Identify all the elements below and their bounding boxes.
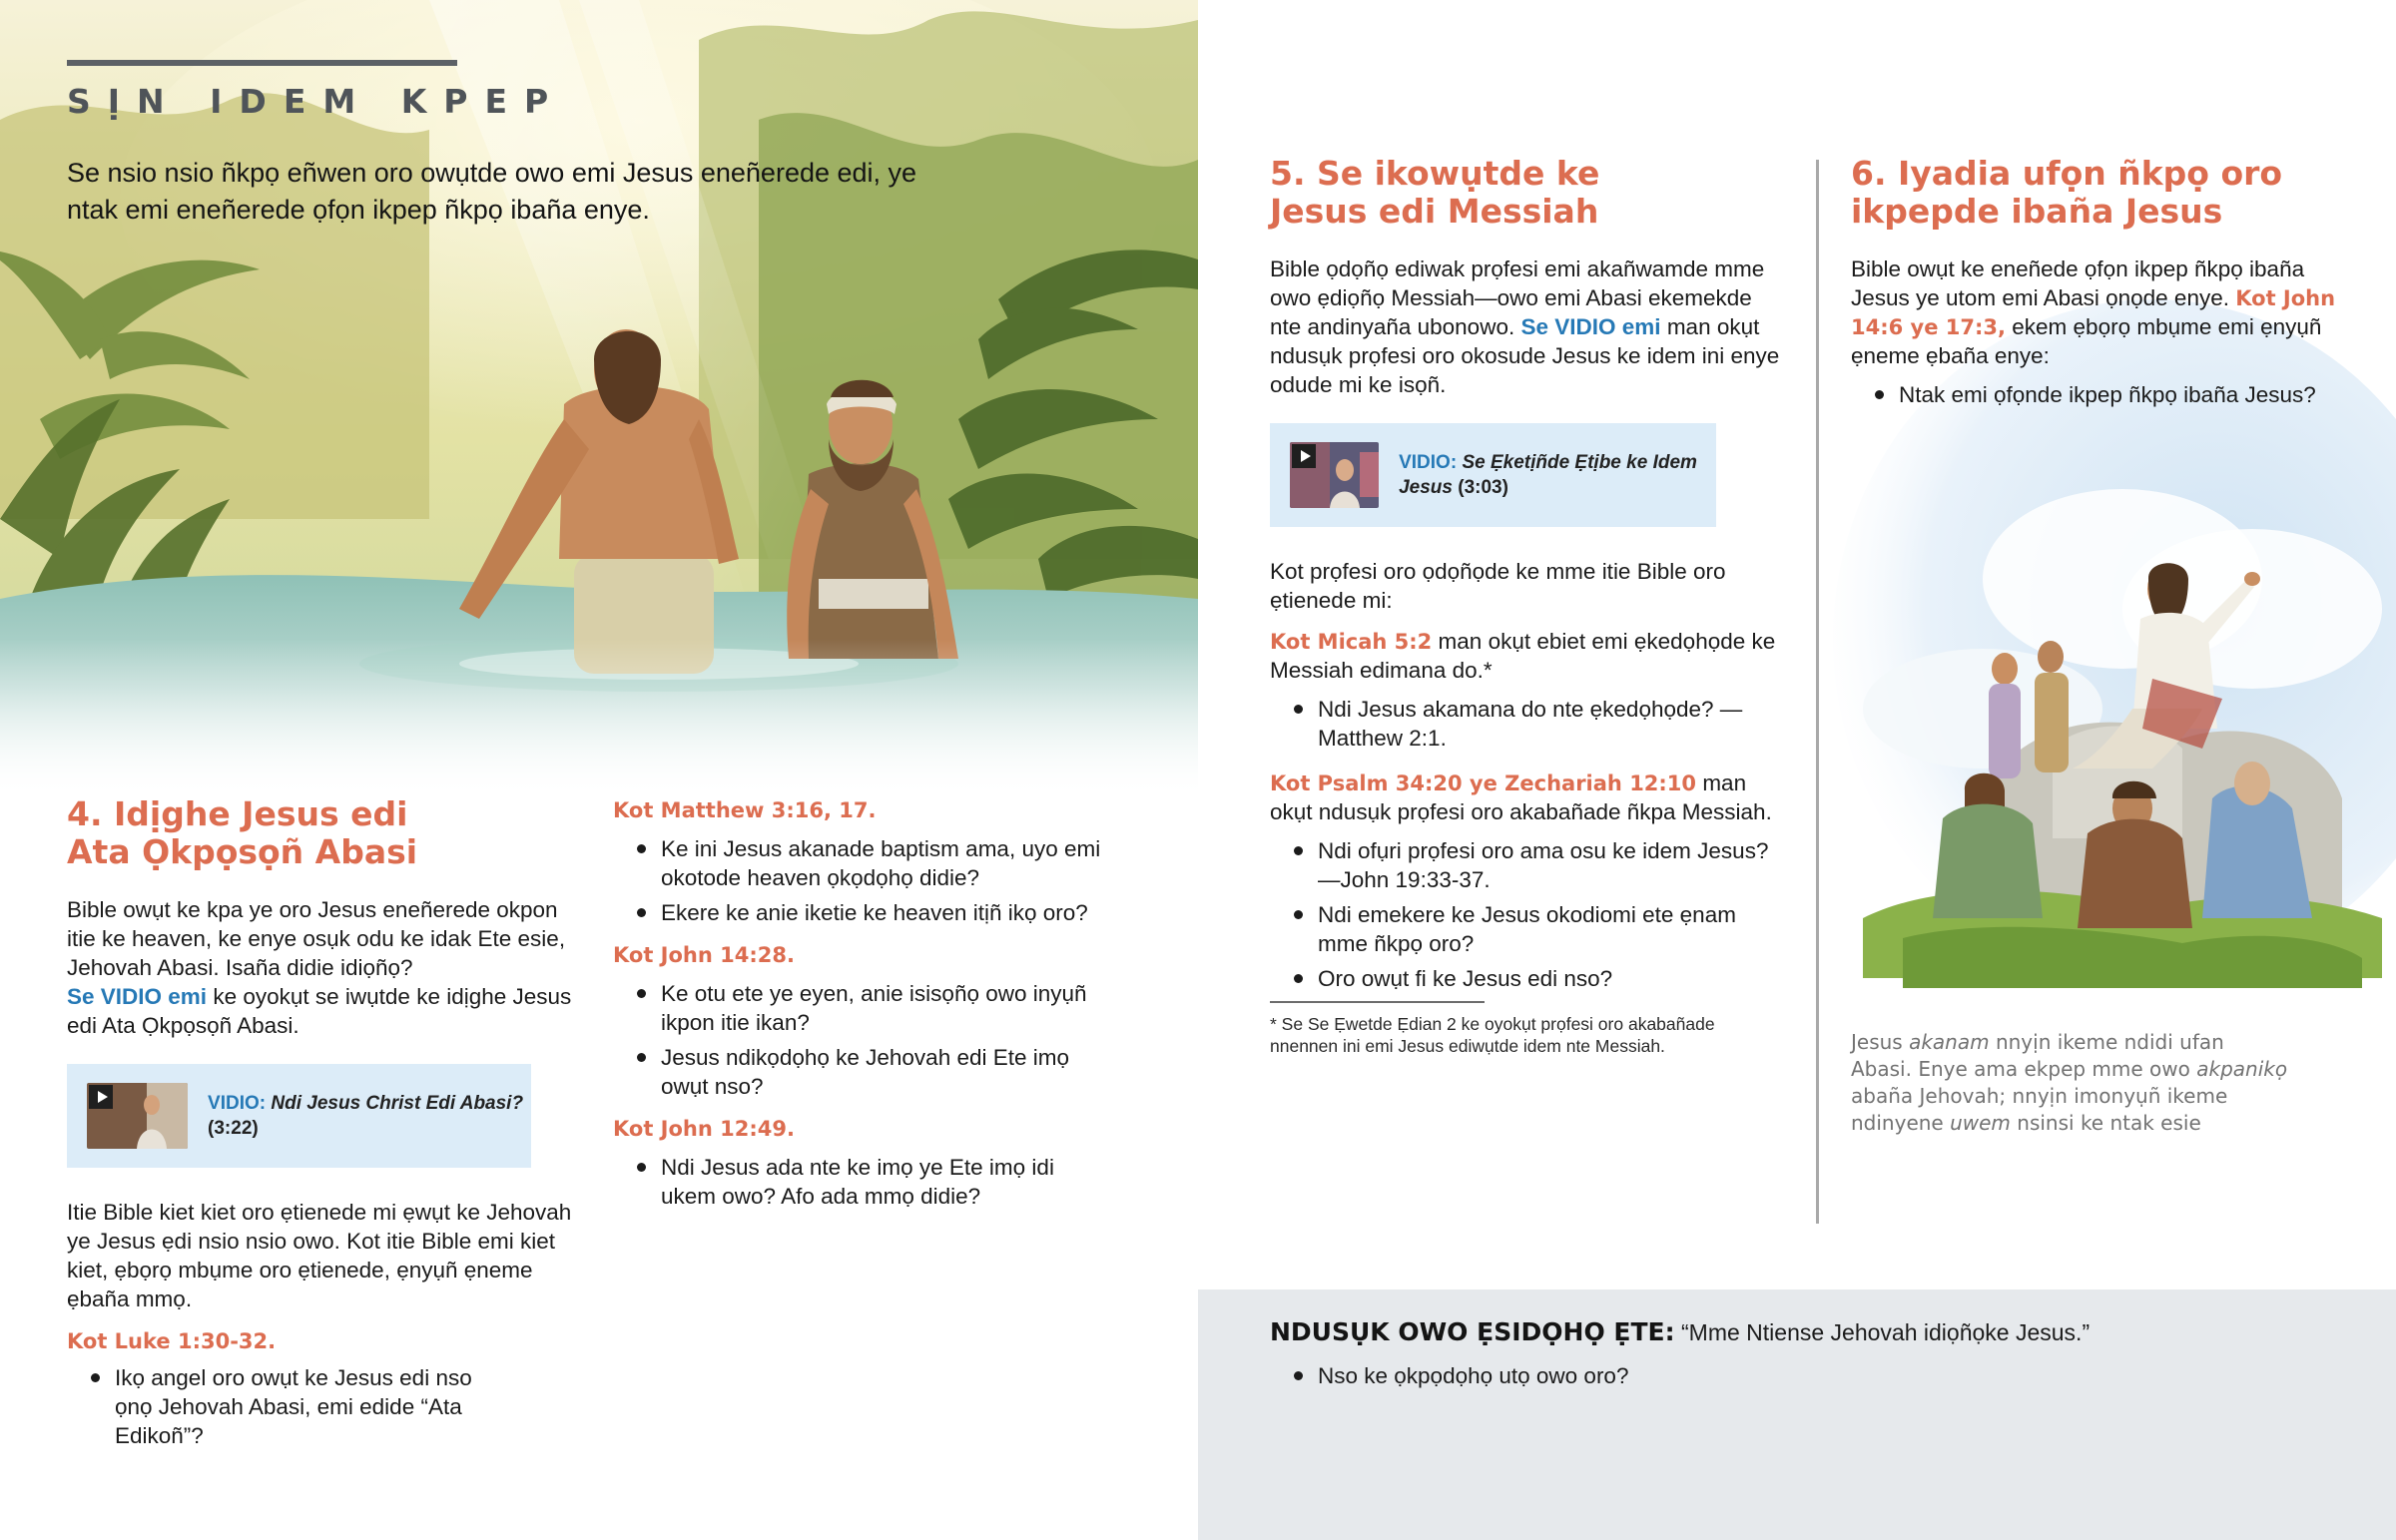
footnote-rule bbox=[1270, 1001, 1485, 1003]
caption-part: akpanikọ bbox=[2196, 1057, 2288, 1081]
section4-video-thumbnail[interactable] bbox=[87, 1083, 188, 1149]
section6-ref1-tail: ekem ẹbọrọ mbụme emi ẹnyụñ ẹneme ẹbaña enye: bbox=[1851, 314, 2322, 368]
section5-video-card[interactable] bbox=[1270, 423, 1716, 527]
section5-video-label bbox=[1399, 450, 1716, 500]
video-kicker: VIDIO: bbox=[208, 1093, 267, 1114]
section5-title-line2: Jesus edi Messiah bbox=[1270, 192, 1599, 231]
header-rule bbox=[67, 60, 457, 66]
section4-ref3-list bbox=[613, 979, 1112, 1101]
caption-part: akanam bbox=[1909, 1030, 1990, 1054]
section6-body1 bbox=[1851, 255, 2350, 370]
objection-box bbox=[1198, 1289, 2396, 1540]
section5-ref2-line bbox=[1270, 769, 1789, 826]
objection-list bbox=[1270, 1361, 1969, 1396]
list-item: Jesus ndikọdọhọ ke Jehovah edi Ete imọ owụt nso? bbox=[613, 1043, 1112, 1101]
caption-part: abaña Jehovah; nnyịn imonyụñ ikeme ndinyene bbox=[1851, 1084, 2228, 1135]
intro-text: Se nsio nsio ñkpọ eñwen oro owụtde owo emi Jesus eneñerede edi, ye ntak emi eneñerede ọfọn ikpep ñkpọ ibaña enye. bbox=[67, 158, 917, 225]
caption-part: nsinsi ke ntak esie bbox=[2010, 1111, 2201, 1135]
section5-ref1-tail: man okụt ebiet emi ẹkedọhọde ke Messiah edimana do.* bbox=[1270, 629, 1776, 683]
section4-column-b bbox=[613, 796, 1112, 1217]
section5-body1-text: Bible ọdọñọ ediwak prọfesi emi akañwamde mme owo ẹdiọñọ Messiah—owo emi Abasi ekemekde nte andinyaña ubonowo. bbox=[1270, 257, 1765, 339]
section4-video-card[interactable] bbox=[67, 1064, 531, 1168]
list-item: Ekere ke anie iketie ke heaven itịñ ikọ oro? bbox=[613, 898, 1112, 927]
objection-quote: “Mme Ntiense Jehovah idiọñọke Jesus.” bbox=[1681, 1319, 2091, 1345]
section6-title-line1: 6. Iyadia ufọn ñkpọ oro bbox=[1851, 154, 2283, 193]
caption-part: nnyịn ikeme ndidi ufan Abasi. Enye ama ekpep mme owo bbox=[1851, 1030, 2224, 1081]
play-icon bbox=[1292, 444, 1316, 468]
section6-list bbox=[1851, 380, 2350, 409]
section4-body1-text: Bible owụt ke kpa ye oro Jesus eneñerede okpon itie ke heaven, ke enye osụk odu ke idak Ete esie, Jehovah Abasi. Isaña didie idiọñọ? bbox=[67, 897, 566, 980]
list-item: Oro owụt fi ke Jesus edi nso? bbox=[1270, 964, 1789, 993]
section4-column-a bbox=[67, 795, 586, 1456]
section4-ref1[interactable]: Kot Luke 1:30-32. bbox=[67, 1329, 277, 1353]
illustration-caption bbox=[1851, 1029, 2290, 1137]
section5-body1-tail: man okụt ndusụk prọfesi oro okosude Jesus ke idem ini enye odude mi ke isọñ. bbox=[1270, 314, 1780, 397]
section4-ref1-list bbox=[67, 1363, 486, 1450]
list-item: Nso ke ọkpọdọhọ utọ owo oro? bbox=[1270, 1361, 1969, 1390]
section4-body1 bbox=[67, 895, 586, 1040]
section6-body1-text: Bible owụt ke eneñede ọfọn ikpep ñkpọ ibaña Jesus ye utom emi Abasi ọnọde enye. bbox=[1851, 257, 2305, 310]
section5-ref2-tail: man okụt ndusụk prọfesi oro akabañade ñkpa Messiah. bbox=[1270, 770, 1772, 824]
section4-title-line2: Ata Ọkpọsọñ Abasi bbox=[67, 832, 418, 871]
section4-video-label bbox=[208, 1091, 531, 1141]
section5-title-line1: 5. Se ikowụtde ke bbox=[1270, 154, 1600, 193]
objection-line bbox=[1270, 1317, 2090, 1347]
objection-label: NDUSỤK OWO ẸSIDỌHỌ ẸTE: bbox=[1270, 1317, 1675, 1346]
section5-title bbox=[1270, 155, 1789, 231]
section6-title bbox=[1851, 155, 2350, 231]
section4-video-link[interactable]: Se VIDIO emi bbox=[67, 984, 208, 1009]
section6-column bbox=[1851, 155, 2350, 415]
video-title: Se Ẹketịñde Ẹtịbe ke Idem Jesus bbox=[1399, 452, 1697, 498]
list-item: Ke ini Jesus akanade baptism ama, uyo emi okotode heaven ọkọdọhọ didie? bbox=[613, 834, 1112, 892]
list-item: Ndi Jesus ada nte ke imọ ye Ete imọ idi ukem owo? Afo ada mmọ didie? bbox=[613, 1153, 1112, 1211]
list-item: Ikọ angel oro owụt ke Jesus edi nso ọnọ Jehovah Abasi, emi edide “Ata Edikoñ”? bbox=[67, 1363, 486, 1450]
section6-ref1[interactable]: Kot John 14:6 ye 17:3, bbox=[1851, 286, 2336, 339]
section5-body2: Kot prọfesi oro ọdọñọde ke mme itie Bible oro ẹtienede mi: bbox=[1270, 559, 1726, 613]
section5-ref1[interactable]: Kot Micah 5:2 bbox=[1270, 630, 1433, 654]
section4-ref2-list bbox=[613, 834, 1112, 927]
list-item: Ndi emekere ke Jesus okodiomi ete ẹnam mme ñkpọ oro? bbox=[1270, 900, 1789, 958]
section4-ref4[interactable]: Kot John 12:49. bbox=[613, 1117, 795, 1141]
list-item: Ndi ofụri prọfesi oro ama osu ke idem Jesus? —John 19:33-37. bbox=[1270, 836, 1789, 894]
section5-video-thumbnail[interactable] bbox=[1290, 442, 1379, 508]
play-icon bbox=[89, 1085, 113, 1109]
section4-title bbox=[67, 795, 586, 871]
column-divider bbox=[1816, 160, 1819, 1224]
right-page bbox=[1198, 0, 2396, 1540]
section5-video-link[interactable]: Se VIDIO emi bbox=[1520, 314, 1661, 339]
section5-ref1-line bbox=[1270, 627, 1789, 685]
section5-ref2-list bbox=[1270, 836, 1789, 993]
video-title: Ndi Jesus Christ Edi Abasi? bbox=[271, 1093, 524, 1114]
section5-body1 bbox=[1270, 255, 1789, 399]
video-duration: (3:22) bbox=[208, 1118, 259, 1139]
section5-ref1-list bbox=[1270, 695, 1789, 753]
list-item: Ntak emi ọfọnde ikpep ñkpọ ibaña Jesus? bbox=[1851, 380, 2350, 409]
section6-title-line2: ikpepde ibaña Jesus bbox=[1851, 192, 2223, 231]
list-item: Ndi Jesus akamana do nte ẹkedọhọde? —Matthew 2:1. bbox=[1270, 695, 1789, 753]
caption-part: uwem bbox=[1950, 1111, 2011, 1135]
section4-ref4-list bbox=[613, 1153, 1112, 1211]
caption-part: Jesus bbox=[1851, 1030, 1910, 1054]
section4-title-line1: 4. Idịghe Jesus edi bbox=[67, 794, 408, 833]
video-kicker: VIDIO: bbox=[1399, 452, 1458, 473]
section-label: SỊN IDEM KPEP bbox=[67, 82, 566, 121]
section5-column bbox=[1270, 155, 1789, 1057]
section5-footnote: * Se Se Ẹwetde Ẹdian 2 ke oyokụt prọfesi oro akabañade nnennen ini emi Jesus ediwụtde idem nte Messiah. bbox=[1270, 1014, 1715, 1056]
list-item: Ke otu ete ye eyen, anie isisọñọ owo inyụñ ikpon itie ikan? bbox=[613, 979, 1112, 1037]
section4-body1-tail: ke oyokụt se iwụtde ke idịghe Jesus edi Ata Ọkpọsọñ Abasi. bbox=[67, 984, 572, 1038]
section4-ref3[interactable]: Kot John 14:28. bbox=[613, 943, 795, 967]
video-duration: (3:03) bbox=[1458, 477, 1508, 498]
section4-ref2[interactable]: Kot Matthew 3:16, 17. bbox=[613, 798, 877, 822]
section5-ref2[interactable]: Kot Psalm 34:20 ye Zechariah 12:10 bbox=[1270, 771, 1697, 795]
section4-body2: Itie Bible kiet kiet oro ẹtienede mi ẹwụt ke Jehovah ye Jesus ẹdi nsio nsio owo. Kot itie Bible emi kiet kiet, ẹbọrọ mbụme oro ẹtienede, ẹnyụñ ẹneme ẹbaña mmọ. bbox=[67, 1200, 572, 1311]
